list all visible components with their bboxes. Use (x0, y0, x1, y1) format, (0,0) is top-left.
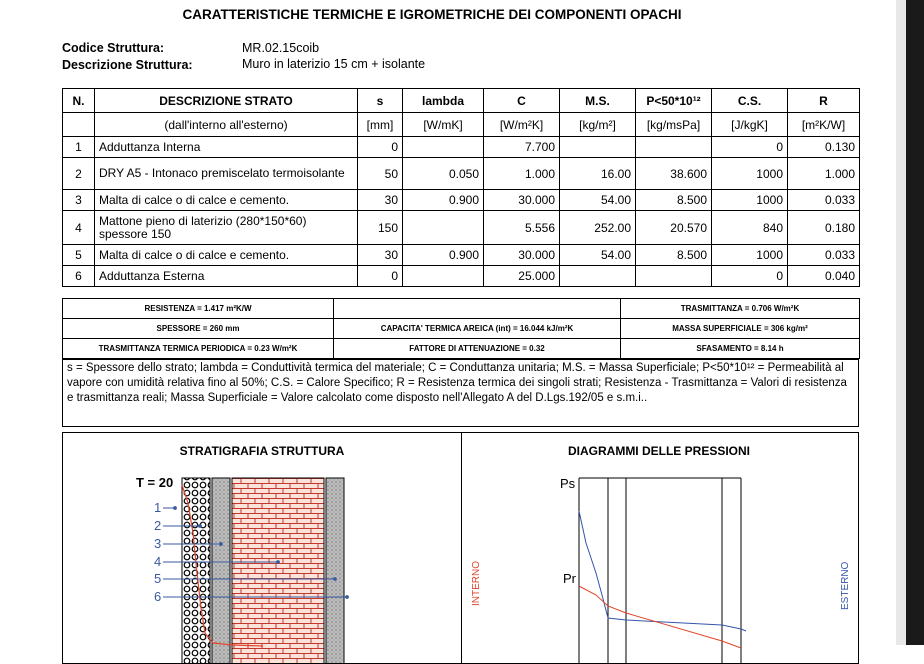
col-n: N. (63, 89, 95, 113)
summary-table (62, 298, 860, 359)
cell-lambda: 0.050 (403, 158, 484, 190)
col-s: s (358, 89, 403, 113)
pressioni-title: DIAGRAMMI DELLE PRESSIONI (567, 444, 750, 458)
codice-label: Codice Struttura: (62, 41, 165, 55)
layer-malta-int (212, 478, 230, 663)
cell-p: 38.600 (636, 158, 712, 190)
cell-s: 30 (358, 190, 403, 211)
cell-c: 5.556 (484, 211, 560, 245)
cell-c: 30.000 (484, 245, 560, 266)
cell-s: 50 (358, 158, 403, 190)
pressioni-panel (460, 432, 859, 664)
legend-text: s = Spessore dello strato; lambda = Conduttività termica del materiale; C = Conduttanza unitaria; M.S. = Massa Superficiale; P<50*10¹² = Permeabilità al vapore con umidità relativa fino al 50%; C.S. = Calore Specifico; R = Resistenza termica dei singoli strati; Resistenza - Trasmittanza = Valori di resistenza e trasmittanza reali; Massa Superficiale = Valore calcolato come disposto nell'Allegato A del D.Lgs.192/05 e s.m.i.. (62, 359, 859, 427)
unit-c: [W/m²K] (484, 113, 560, 137)
cell-n: 5 (63, 245, 95, 266)
cell-s: 150 (358, 211, 403, 245)
layer-label-3: 3 (154, 536, 162, 551)
table-row (63, 266, 860, 287)
ps-line (579, 511, 746, 631)
pr-label: Pr (563, 571, 576, 586)
cell-cs: 0 (712, 266, 788, 287)
descrizione-value: Muro in laterizio 15 cm + isolante (242, 57, 426, 71)
cell-s: 0 (358, 137, 403, 158)
cell-ms: 16.00 (560, 158, 636, 190)
cell-n: 3 (63, 190, 95, 211)
cell-r: 0.033 (788, 245, 860, 266)
cell-desc: Malta di calce o di calce e cemento. (95, 245, 358, 266)
cell-p: 20.570 (636, 211, 712, 245)
cell-ms: 54.00 (560, 190, 636, 211)
cell-desc: Adduttanza Esterna (95, 266, 358, 287)
unit-ms: [kg/m²] (560, 113, 636, 137)
cell-lambda (403, 137, 484, 158)
cell-ms (560, 266, 636, 287)
layer-intonaco (182, 478, 210, 663)
spessore: SPESSORE = 260 mm (63, 319, 334, 339)
layer-mattone (232, 478, 324, 663)
cell-ms (560, 137, 636, 158)
fattore-attenuazione: FATTORE DI ATTENUAZIONE = 0.32 (334, 339, 621, 359)
unit-r: [m²K/W] (788, 113, 860, 137)
cell-p (636, 266, 712, 287)
unit-row (63, 113, 860, 137)
col-r: R (788, 89, 860, 113)
cell-r: 0.040 (788, 266, 860, 287)
cell-s: 0 (358, 266, 403, 287)
cell-c: 1.000 (484, 158, 560, 190)
cell-ms: 54.00 (560, 245, 636, 266)
pressioni-drawing (460, 433, 858, 663)
cell-p: 8.500 (636, 190, 712, 211)
cell-cs: 1000 (712, 190, 788, 211)
sfasamento: SFASAMENTO = 8.14 h (621, 339, 860, 359)
cell-p: 8.500 (636, 245, 712, 266)
cell-n: 4 (63, 211, 95, 245)
cell-p (636, 137, 712, 158)
layers-table (62, 88, 860, 287)
cell-n: 2 (63, 158, 95, 190)
col-cs: C.S. (712, 89, 788, 113)
col-desc: DESCRIZIONE STRATO (95, 89, 358, 113)
layer-malta-ext (326, 478, 344, 663)
trasmittanza-periodica: TRASMITTANZA TERMICA PERIODICA = 0.23 W/m²K (63, 339, 334, 359)
cell-s: 30 (358, 245, 403, 266)
cell-lambda: 0.900 (403, 190, 484, 211)
cell-ms: 252.00 (560, 211, 636, 245)
unit-p: [kg/msPa] (636, 113, 712, 137)
cell-cs: 840 (712, 211, 788, 245)
cell-desc: Adduttanza Interna (95, 137, 358, 158)
cell-lambda (403, 266, 484, 287)
stratigrafia-drawing (63, 433, 461, 663)
layer-label-6: 6 (154, 589, 162, 604)
col-ms: M.S. (560, 89, 636, 113)
cell-desc: Mattone pieno di laterizio (280*150*60) spessore 150 (95, 211, 358, 245)
page-title: CARATTERISTICHE TERMICHE E IGROMETRICHE DEI COMPONENTI OPACHI (182, 7, 682, 22)
massa-superficiale: MASSA SUPERFICIALE = 306 kg/m² (621, 319, 860, 339)
cell-r: 1.000 (788, 158, 860, 190)
unit-s: [mm] (358, 113, 403, 137)
cell-c: 30.000 (484, 190, 560, 211)
cell-r: 0.033 (788, 190, 860, 211)
col-lambda: lambda (403, 89, 484, 113)
cell-cs: 1000 (712, 245, 788, 266)
descrizione-label: Descrizione Struttura: (62, 58, 193, 72)
capacita: CAPACITA' TERMICA AREICA (int) = 16.044 kJ/m²K (334, 319, 621, 339)
resistenza: RESISTENZA = 1.417 m²K/W (63, 299, 334, 319)
unit-cs: [J/kgK] (712, 113, 788, 137)
codice-value: MR.02.15coib (242, 41, 320, 55)
summary-empty (334, 299, 621, 319)
stratigrafia-title: STRATIGRAFIA STRUTTURA (179, 444, 345, 458)
esterno-label: ESTERNO (840, 561, 851, 610)
cell-lambda (403, 211, 484, 245)
table-row (63, 245, 860, 266)
table-row (63, 190, 860, 211)
unit-n (63, 113, 95, 137)
layer-label-5: 5 (154, 571, 162, 586)
table-row (63, 137, 860, 158)
header-row (63, 89, 860, 113)
layer-label-4: 4 (154, 554, 162, 569)
table-row (63, 211, 860, 245)
temp-label: T = 20 (136, 475, 174, 490)
unit-desc: (dall'interno all'esterno) (95, 113, 358, 137)
ps-label: Ps (560, 476, 576, 491)
cell-desc: Malta di calce o di calce e cemento. (95, 190, 358, 211)
cell-c: 7.700 (484, 137, 560, 158)
cell-n: 1 (63, 137, 95, 158)
pr-line (579, 586, 741, 648)
layer-label-1: 1 (154, 500, 162, 515)
trasmittanza: TRASMITTANZA = 0.706 W/m²K (621, 299, 860, 319)
stratigrafia-panel (62, 432, 462, 664)
col-c: C (484, 89, 560, 113)
cell-r: 0.180 (788, 211, 860, 245)
cell-c: 25.000 (484, 266, 560, 287)
window-edge (896, 0, 924, 645)
unit-lambda: [W/mK] (403, 113, 484, 137)
cell-cs: 1000 (712, 158, 788, 190)
cell-lambda: 0.900 (403, 245, 484, 266)
cell-desc: DRY A5 - Intonaco premiscelato termoisolante (95, 158, 358, 190)
cell-r: 0.130 (788, 137, 860, 158)
cell-cs: 0 (712, 137, 788, 158)
interno-label: INTERNO (471, 561, 482, 606)
table-row (63, 158, 860, 190)
col-p: P<50*10¹² (636, 89, 712, 113)
layer-label-2: 2 (154, 518, 162, 533)
cell-n: 6 (63, 266, 95, 287)
